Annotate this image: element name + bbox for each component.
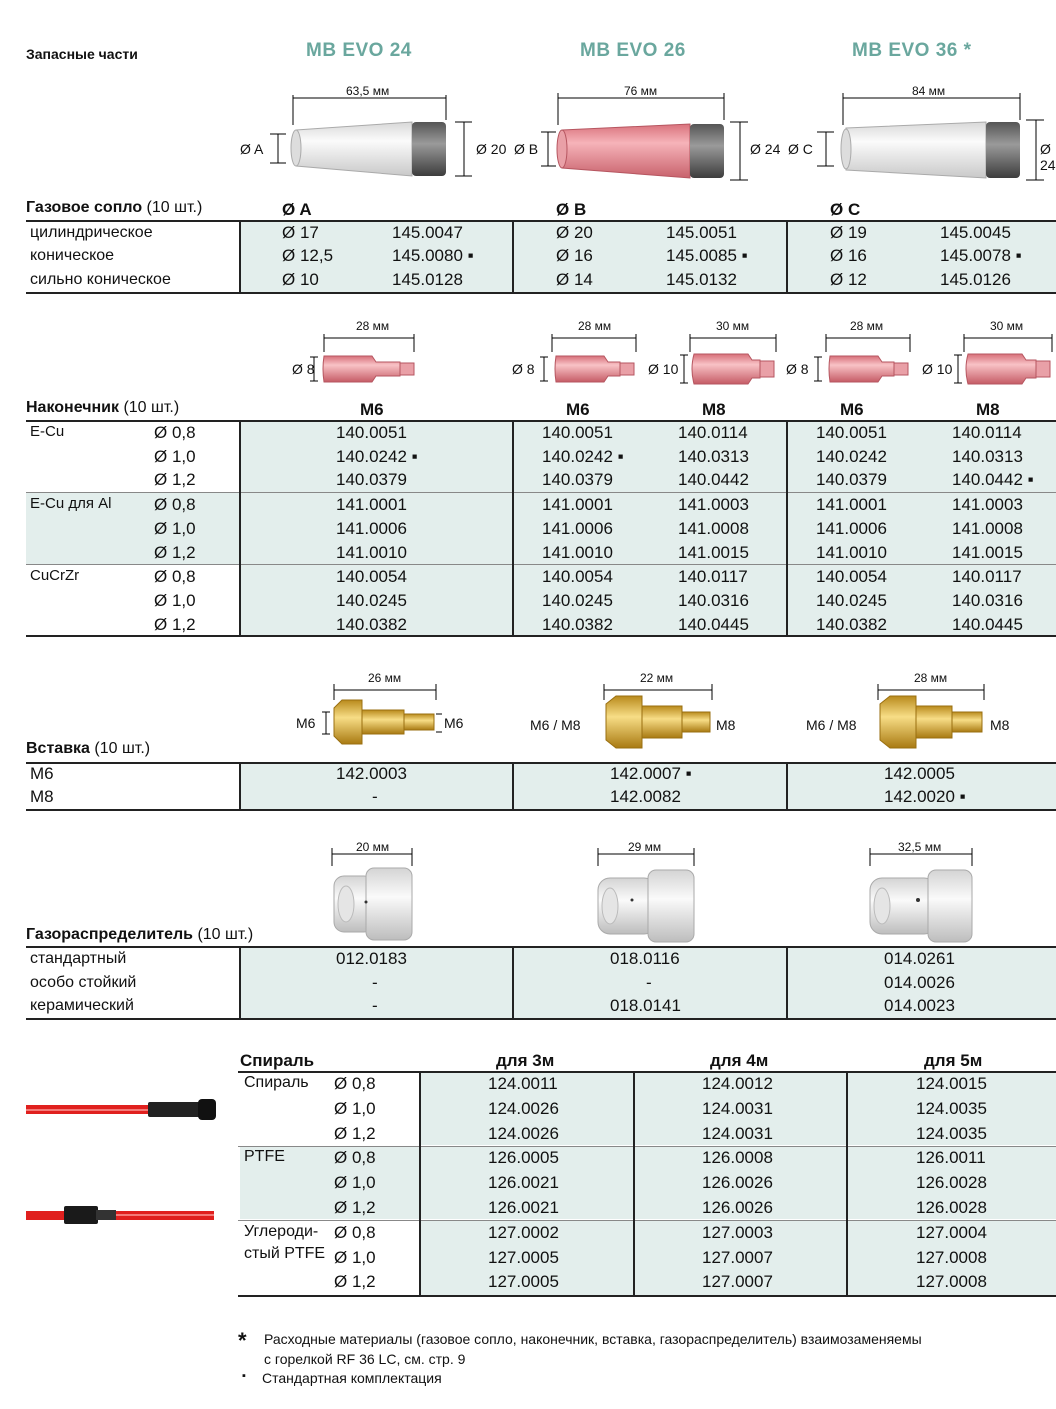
tip-dim-4: 28 мм — [850, 319, 884, 333]
divider — [238, 1146, 1056, 1147]
divider — [512, 764, 514, 809]
footnote-bullet: ▪ — [242, 1370, 246, 1382]
nozzle-col-c: Ø C — [830, 200, 861, 219]
nozzle-part-number: 145.0128 — [392, 270, 463, 289]
tip-part-number: 140.0245 — [336, 591, 407, 610]
model-mb-evo-36: MB EVO 36 * — [852, 40, 972, 61]
insert-image — [334, 700, 434, 744]
divider — [512, 222, 514, 292]
footnote-line-1: Расходные материалы (газовое сопло, наконечник, вставка, газораспределитель) взаимозаменяемы — [264, 1331, 922, 1347]
liner-part-number: 127.0007 — [702, 1248, 773, 1267]
nozzle-diameter: Ø 19 — [830, 223, 867, 242]
divider — [633, 1073, 635, 1295]
tip-dim-3: 30 мм — [716, 319, 750, 333]
liner-part-number: 126.0011 — [916, 1148, 986, 1167]
nozzle-section-title: Газовое сопло (10 шт.) — [26, 199, 203, 216]
nozzle-row-label: цилиндрическое — [30, 224, 153, 241]
tip-part-number: 141.0001 — [542, 495, 613, 514]
tip-part-number: 140.0379 — [336, 470, 407, 489]
tip-part-number: 141.0008 — [678, 519, 749, 538]
tip-dim-5: 30 мм — [990, 319, 1024, 333]
footnote-line-3: Стандартная комплектация — [262, 1370, 442, 1386]
diffuser-part-number: 014.0261 — [884, 949, 955, 968]
insert-part-number: 142.0007 ▪ — [610, 764, 692, 783]
tip-part-number: 141.0010 — [542, 543, 613, 562]
nozzle-part-number: 145.0047 — [392, 223, 463, 242]
tip-part-number: 140.0242 — [816, 447, 887, 466]
insert-part-number: 142.0020 ▪ — [884, 787, 966, 806]
tip-part-number: 140.0379 — [816, 470, 887, 489]
nozzle-dim-1: 63,5 мм — [346, 84, 390, 98]
tip-part-number: 140.0117 — [678, 567, 748, 586]
insert-part-number: - — [372, 787, 378, 806]
diffuser-dim-2: 29 мм — [628, 840, 662, 854]
tip-col-m6: M6 — [840, 400, 864, 419]
tip-part-number: 140.0316 — [678, 591, 749, 610]
tip-part-number: 141.0006 — [816, 519, 887, 538]
steel-liner-image — [26, 1099, 216, 1120]
liner-wire-diameter: Ø 1,0 — [334, 1173, 376, 1192]
liner-type-label: Углероди- — [244, 1222, 319, 1240]
divider — [26, 220, 1056, 222]
liner-wire-diameter: Ø 1,2 — [334, 1272, 376, 1291]
divider — [238, 1220, 1056, 1221]
tip-part-number: 141.0006 — [336, 519, 407, 538]
insert-thread-label: M6 — [30, 764, 54, 783]
liner-part-number: 126.0026 — [702, 1198, 773, 1217]
tip-part-number: 141.0010 — [336, 543, 407, 562]
tip-illustrations — [0, 300, 1056, 400]
insert-thread-label: M8 — [30, 787, 54, 806]
divider — [786, 948, 788, 1018]
tip-dia-3: Ø 10 — [648, 361, 679, 377]
diffuser-part-number: - — [372, 996, 378, 1015]
insert-part-number: 142.0003 — [336, 764, 407, 783]
tip-part-number: 141.0001 — [816, 495, 887, 514]
diffuser-part-number: - — [646, 973, 652, 992]
tip-material-label: E-Cu для Al — [30, 495, 112, 513]
tip-part-number: 140.0316 — [952, 591, 1023, 610]
insert-thread-5: M6 / M8 — [806, 717, 857, 733]
ptfe-liner-image — [26, 1206, 214, 1224]
liner-part-number: 124.0035 — [916, 1099, 987, 1118]
divider — [238, 1071, 1056, 1073]
liner-wire-diameter: Ø 0,8 — [334, 1148, 376, 1167]
tip-part-number: 141.0015 — [678, 543, 749, 562]
liner-part-number: 127.0008 — [916, 1248, 987, 1267]
diffuser-image — [334, 868, 412, 940]
liner-col-4m: для 4м — [710, 1051, 769, 1070]
diffuser-part-number: 012.0183 — [336, 949, 407, 968]
tip-part-number: 141.0006 — [542, 519, 613, 538]
tip-col-m8: M8 — [976, 400, 1000, 419]
nozzle-row-label: сильно коническое — [30, 271, 171, 288]
liner-part-number: 124.0031 — [702, 1124, 773, 1143]
tip-wire-diameter: Ø 1,0 — [154, 447, 196, 466]
divider — [846, 1073, 848, 1295]
liner-part-number: 124.0015 — [916, 1074, 987, 1093]
nozzle-part-number: 145.0045 — [940, 223, 1011, 242]
nozzle-dia-c: Ø C — [788, 141, 813, 157]
insert-thread-1: M6 — [296, 715, 316, 731]
liner-part-number: 127.0004 — [916, 1223, 987, 1242]
liner-wire-diameter: Ø 1,2 — [334, 1124, 376, 1143]
tip-part-number: 141.0001 — [336, 495, 407, 514]
diffuser-part-number: - — [372, 973, 378, 992]
tip-material-label: CuCrZr — [30, 567, 80, 585]
liner-type-label: Спираль — [244, 1074, 309, 1091]
nozzle-diameter: Ø 17 — [282, 223, 319, 242]
liner-part-number: 126.0021 — [488, 1173, 559, 1192]
diffuser-section-title: Газораспределитель (10 шт.) — [26, 926, 254, 943]
diffuser-type-label: особо стойкий — [30, 974, 137, 991]
divider — [512, 948, 514, 1018]
tip-part-number: 140.0051 — [336, 423, 407, 442]
nozzle-illustrations — [0, 0, 1056, 200]
tip-dia-5: Ø 10 — [922, 361, 953, 377]
insert-dim-3: 28 мм — [914, 671, 948, 685]
tip-part-number: 140.0051 — [816, 423, 887, 442]
diffuser-part-number: 014.0023 — [884, 996, 955, 1015]
liner-illustrations — [0, 1080, 240, 1240]
divider — [239, 422, 241, 635]
nozzle-part-number: 145.0080 ▪ — [392, 246, 474, 265]
insert-illustrations — [0, 660, 1056, 760]
diffuser-part-number: 018.0141 — [610, 996, 681, 1015]
tip-wire-diameter: Ø 0,8 — [154, 567, 196, 586]
insert-thread-4: M8 — [716, 717, 736, 733]
insert-dim-2: 22 мм — [640, 671, 674, 685]
liner-wire-diameter: Ø 0,8 — [334, 1223, 376, 1242]
nozzle-dim-3: 84 мм — [912, 84, 946, 98]
tip-dia-2: Ø 8 — [512, 361, 535, 377]
divider — [239, 764, 241, 809]
footnote-line-2: с горелкой RF 36 LC, см. стр. 9 — [264, 1351, 466, 1367]
liner-part-number: 126.0026 — [702, 1173, 773, 1192]
tip-part-number: 140.0442 — [678, 470, 749, 489]
tip-part-number: 140.0379 — [542, 470, 613, 489]
nozzle-dia-24: Ø 24 — [750, 141, 781, 157]
divider — [26, 635, 1056, 637]
nozzle-part-number: 145.0051 — [666, 223, 737, 242]
tip-part-number: 140.0382 — [816, 615, 887, 634]
liner-part-number: 127.0003 — [702, 1223, 773, 1242]
nozzle-part-number: 145.0085 ▪ — [666, 246, 748, 265]
divider — [26, 420, 1056, 422]
liner-wire-diameter: Ø 1,2 — [334, 1198, 376, 1217]
insert-section-title: Вставка (10 шт.) — [26, 740, 151, 757]
tip-part-number: 141.0010 — [816, 543, 887, 562]
liner-part-number: 126.0028 — [916, 1198, 987, 1217]
tip-part-number: 140.0382 — [542, 615, 613, 634]
liner-wire-diameter: Ø 1,0 — [334, 1248, 376, 1267]
tip-col-m6: M6 — [566, 400, 590, 419]
tip-part-number: 140.0051 — [542, 423, 613, 442]
insert-part-number: 142.0082 — [610, 787, 681, 806]
insert-image — [606, 696, 710, 748]
tip-wire-diameter: Ø 1,2 — [154, 615, 196, 634]
divider — [239, 948, 241, 1018]
tip-part-number: 140.0242 ▪ — [542, 447, 624, 466]
tip-part-number: 140.0114 — [678, 423, 748, 442]
nozzle-dia-a: Ø A — [240, 141, 264, 157]
liner-part-number: 124.0031 — [702, 1099, 773, 1118]
liner-part-number: 124.0011 — [488, 1074, 558, 1093]
liner-section-title: Спираль — [240, 1051, 315, 1070]
tip-material-label: E-Cu — [30, 423, 65, 440]
liner-part-number: 126.0028 — [916, 1173, 987, 1192]
nozzle-diameter: Ø 10 — [282, 270, 319, 289]
model-mb-evo-24: MB EVO 24 — [306, 40, 412, 61]
liner-part-number: 126.0008 — [702, 1148, 773, 1167]
tip-part-number: 141.0008 — [952, 519, 1023, 538]
liner-part-number: 124.0012 — [702, 1074, 773, 1093]
diffuser-dim-3: 32,5 мм — [898, 840, 942, 854]
nozzle-part-number: 145.0078 ▪ — [940, 246, 1022, 265]
liner-part-number: 126.0021 — [488, 1198, 559, 1217]
divider — [238, 1295, 1056, 1297]
liner-type-label: стый PTFE — [244, 1244, 326, 1262]
tip-dia-4: Ø 8 — [786, 361, 809, 377]
liner-part-number: 124.0026 — [488, 1099, 559, 1118]
tip-part-number: 140.0054 — [542, 567, 613, 586]
divider — [26, 492, 1056, 493]
tip-wire-diameter: Ø 1,0 — [154, 591, 196, 610]
insert-dim-1: 26 мм — [368, 671, 402, 685]
nozzle-dia-24b: Ø 24 — [1040, 141, 1056, 173]
nozzle-diameter: Ø 12,5 — [282, 246, 334, 265]
liner-wire-diameter: Ø 0,8 — [334, 1074, 376, 1093]
nozzle-diameter: Ø 16 — [830, 246, 867, 265]
divider — [512, 422, 514, 635]
divider — [26, 809, 1056, 811]
nozzle-part-number: 145.0126 — [940, 270, 1011, 289]
diffuser-dim-1: 20 мм — [356, 840, 390, 854]
insert-part-number: 142.0005 — [884, 764, 955, 783]
tip-part-number: 141.0003 — [678, 495, 749, 514]
liner-part-number: 127.0007 — [702, 1272, 773, 1291]
tip-part-number: 140.0117 — [952, 567, 1022, 586]
tip-part-number: 140.0114 — [952, 423, 1022, 442]
diffuser-image — [870, 870, 972, 942]
insert-thread-3: M6 / M8 — [530, 717, 581, 733]
diffuser-type-label: стандартный — [30, 950, 127, 967]
tip-part-number: 140.0054 — [816, 567, 887, 586]
divider — [26, 1018, 1056, 1020]
tip-part-number: 140.0245 — [816, 591, 887, 610]
tip-part-number: 140.0445 — [678, 615, 749, 634]
divider — [26, 946, 1056, 948]
tip-dim-1: 28 мм — [356, 319, 390, 333]
liner-part-number: 127.0008 — [916, 1272, 987, 1291]
tip-image — [692, 354, 774, 384]
tip-part-number: 140.0313 — [952, 447, 1023, 466]
nozzle-row-label: коническое — [30, 247, 115, 264]
divider — [26, 292, 1056, 294]
liner-part-number: 127.0005 — [488, 1272, 559, 1291]
page-title: Запасные части — [26, 46, 138, 62]
nozzle-col-a: Ø A — [282, 200, 312, 219]
diffuser-part-number: 014.0026 — [884, 973, 955, 992]
liner-col-3m: для 3м — [496, 1051, 555, 1070]
diffuser-part-number: 018.0116 — [610, 949, 680, 968]
tip-wire-diameter: Ø 1,2 — [154, 470, 196, 489]
diffuser-image — [598, 870, 694, 942]
footnote-star: * — [238, 1328, 247, 1353]
tip-part-number: 140.0382 — [336, 615, 407, 634]
liner-type-label: PTFE — [244, 1148, 285, 1166]
tip-wire-diameter: Ø 1,0 — [154, 519, 196, 538]
tip-col-m6: M6 — [360, 400, 384, 419]
tip-part-number: 141.0003 — [952, 495, 1023, 514]
tip-dia-1: Ø 8 — [292, 361, 315, 377]
insert-thread-6: M8 — [990, 717, 1010, 733]
liner-part-number: 124.0035 — [916, 1124, 987, 1143]
tip-part-number: 140.0442 ▪ — [952, 470, 1034, 489]
model-mb-evo-26: MB EVO 26 — [580, 40, 686, 61]
liner-part-number: 124.0026 — [488, 1124, 559, 1143]
nozzle-diameter: Ø 16 — [556, 246, 593, 265]
nozzle-diameter: Ø 12 — [830, 270, 867, 289]
nozzle-dia-b: Ø B — [514, 141, 539, 157]
nozzle-mb-evo-24-image — [270, 95, 472, 176]
tip-image — [555, 356, 634, 382]
insert-image — [880, 696, 982, 748]
nozzle-part-number: 145.0132 — [666, 270, 737, 289]
divider — [786, 222, 788, 292]
tip-wire-diameter: Ø 0,8 — [154, 495, 196, 514]
liner-part-number: 126.0005 — [488, 1148, 559, 1167]
tip-part-number: 140.0242 ▪ — [336, 447, 418, 466]
tip-wire-diameter: Ø 1,2 — [154, 543, 196, 562]
tip-part-number: 140.0245 — [542, 591, 613, 610]
nozzle-mb-evo-36-image — [817, 93, 1044, 180]
nozzle-diameter: Ø 20 — [556, 223, 593, 242]
divider — [419, 1073, 421, 1295]
liner-col-5m: для 5м — [924, 1051, 983, 1070]
divider — [26, 564, 1056, 565]
tip-part-number: 140.0054 — [336, 567, 407, 586]
tip-part-number: 141.0015 — [952, 543, 1023, 562]
nozzle-diameter: Ø 14 — [556, 270, 593, 289]
tip-col-m8: M8 — [702, 400, 726, 419]
tip-part-number: 140.0313 — [678, 447, 749, 466]
divider — [239, 222, 241, 292]
tip-image — [323, 356, 414, 382]
tip-image — [966, 354, 1050, 384]
liner-wire-diameter: Ø 1,0 — [334, 1099, 376, 1118]
tip-wire-diameter: Ø 0,8 — [154, 423, 196, 442]
nozzle-dia-20: Ø 20 — [476, 141, 507, 157]
insert-thread-2: M6 — [444, 715, 464, 731]
tip-section-title: Наконечник (10 шт.) — [26, 399, 180, 416]
divider — [786, 764, 788, 809]
diffuser-type-label: керамический — [30, 997, 134, 1014]
tip-image — [829, 356, 908, 382]
tip-part-number: 140.0445 — [952, 615, 1023, 634]
tip-dim-2: 28 мм — [578, 319, 612, 333]
liner-part-number: 127.0005 — [488, 1248, 559, 1267]
liner-part-number: 127.0002 — [488, 1223, 559, 1242]
nozzle-band — [240, 222, 1056, 293]
nozzle-dim-2: 76 мм — [624, 84, 658, 98]
nozzle-mb-evo-26-image — [541, 93, 748, 180]
nozzle-col-b: Ø B — [556, 200, 587, 219]
divider — [786, 422, 788, 635]
